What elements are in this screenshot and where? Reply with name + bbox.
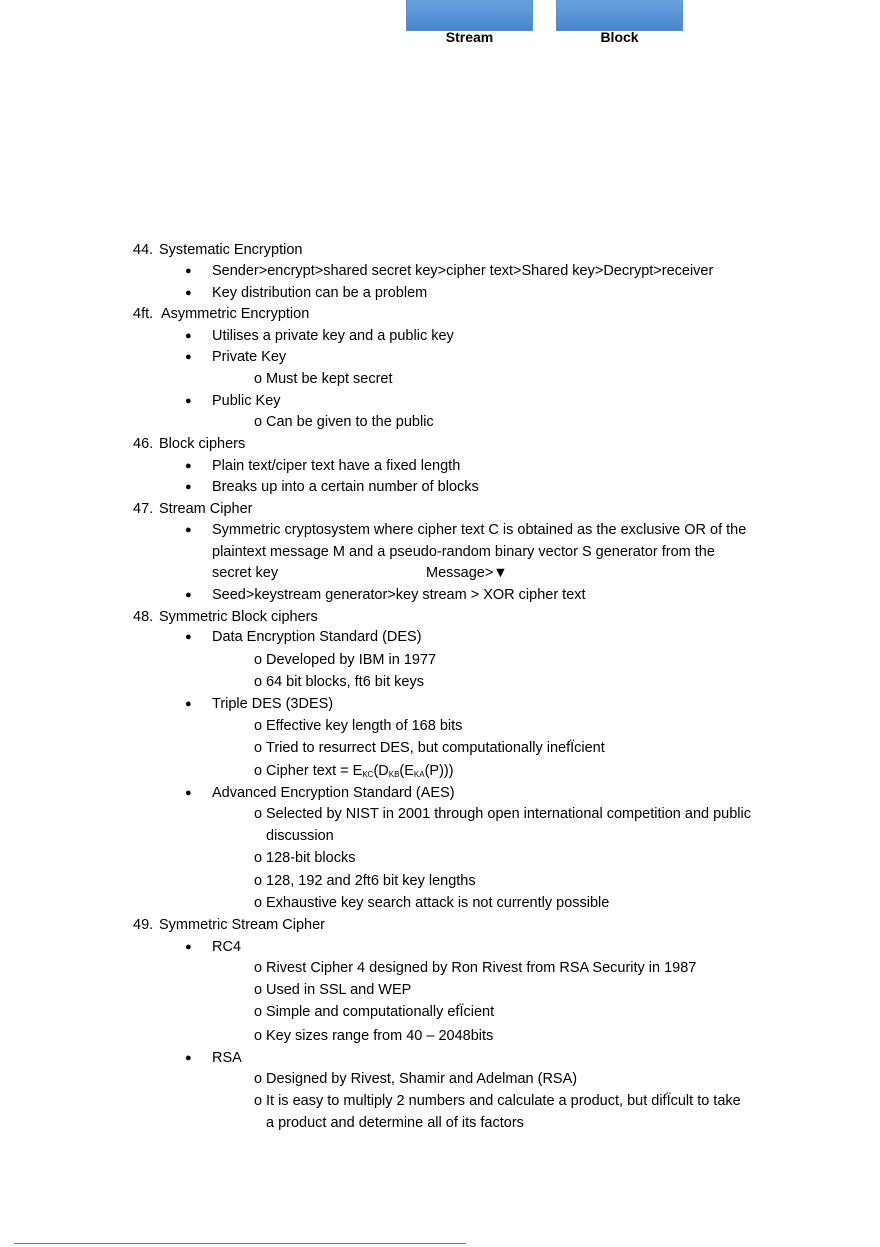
circle-bullet-icon: o [254, 371, 263, 387]
bullet-icon: ● [185, 787, 192, 799]
circle-bullet-icon: o [254, 763, 263, 779]
circle-bullet-icon: o [254, 873, 263, 889]
circle-bullet-icon: o [254, 1093, 263, 1109]
item-number: 47. [133, 501, 154, 517]
circle-bullet-icon: o [254, 850, 263, 866]
bullet-icon: ● [185, 1052, 192, 1064]
item-title: Block ciphers [159, 436, 246, 452]
circle-bullet-icon: o [254, 960, 263, 976]
item-title: Stream Cipher [159, 501, 253, 517]
circle-bullet-icon: o [254, 674, 263, 690]
bullet-icon: ● [185, 941, 192, 953]
message-label: Message>▼ [426, 565, 508, 581]
circle-bullet-icon: o [254, 414, 263, 430]
bullet-icon: ● [185, 287, 192, 299]
item-title: Systematic Encryption [159, 242, 303, 258]
circle-bullet-icon: o [254, 1071, 263, 1087]
block-box [556, 0, 683, 31]
bullet-icon: ● [185, 589, 192, 601]
stream-label: Stream [445, 29, 494, 45]
circle-bullet-icon: o [254, 740, 263, 756]
item-title: Symmetric Stream Cipher [159, 917, 325, 933]
item-number: 4ft. [133, 306, 154, 322]
circle-bullet-icon: o [254, 1028, 263, 1044]
cipher-formula: Cipher text = $E_{KC}(D_{KB}(E_{KA}(P)))$ [266, 763, 454, 779]
bullet-icon: ● [185, 524, 192, 536]
circle-bullet-icon: o [254, 1004, 263, 1020]
item-title: Asymmetric Encryption [161, 306, 310, 322]
bullet-icon: ● [185, 631, 192, 643]
bullet-icon: ● [185, 351, 192, 363]
bullet-icon: ● [185, 481, 192, 493]
bullet-icon: ● [185, 460, 192, 472]
circle-bullet-icon: o [254, 982, 263, 998]
item-number: 48. [133, 609, 154, 625]
circle-bullet-icon: o [254, 895, 263, 911]
block-label: Block [600, 29, 639, 45]
circle-bullet-icon: o [254, 718, 263, 734]
item-title: Symmetric Block ciphers [159, 609, 318, 625]
bullet-icon: ● [185, 265, 192, 277]
circle-bullet-icon: o [254, 806, 263, 822]
item-number: 44. [133, 242, 154, 258]
bullet-icon: ● [185, 395, 192, 407]
bullet-icon: ● [185, 330, 192, 342]
footer-divider [14, 1243, 466, 1244]
circle-bullet-icon: o [254, 652, 263, 668]
bullet-icon: ● [185, 698, 192, 710]
item-number: 46. [133, 436, 154, 452]
stream-box [406, 0, 533, 31]
item-number: 49. [133, 917, 154, 933]
